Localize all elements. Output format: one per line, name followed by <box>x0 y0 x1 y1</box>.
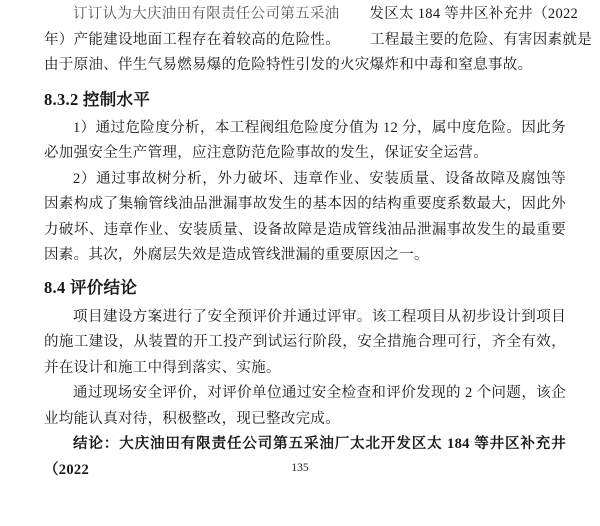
intro-line-2-left: 年）产能建设地面工程存在着较高的危险性。 <box>44 31 340 48</box>
page-number: 135 <box>291 462 309 474</box>
intro-line-1-right: 发区太 184 等井区补充井（2022 <box>369 6 579 22</box>
intro-paragraph <box>44 2 592 79</box>
intro-line-1-left: 订订认为大庆油田有限责任公司第五采油 <box>73 6 340 22</box>
control-level-para-1: 1）通过危险度分析，本工程阀组危险度分值为 12 分，属中度危险。因此务必加强安全生产管理，应注意防范危险事故的发生，保证安全运营。 <box>44 119 566 161</box>
conclusion-line: 结论：大庆油田有限责任公司第五采油厂太北开发区太 184 等井区补充井（2022 <box>44 436 566 478</box>
section-heading-84: 8.4 评价结论 <box>44 277 138 297</box>
intro-line-1 <box>44 2 579 28</box>
evaluation-conclusion-para-2: 通过现场安全评价，对评价单位通过安全检查和评价发现的 2 个问题，该企业均能认真对待，积极整改，现已整改完成。 <box>44 385 566 427</box>
intro-line-2-right: 工程最主要的危险、有害因素就是 <box>370 31 592 48</box>
faded-gap-1 <box>339 2 369 28</box>
control-level-para-2: 2）通过事故树分析，外力破坏、违章作业、安装质量、设备故障及腐蚀等因素构成了集输管线油品泄漏事故发生的基本因的结构重要度系数最大，因此外力破坏、违章作业、安装质量、设备故障是造成管线油品泄漏事故发生的最重要因素。其次，外腐层失效是造成管线泄漏的重要原因之一。 <box>44 170 566 263</box>
section-heading-832: 8.3.2 控制水平 <box>44 89 151 109</box>
faded-gap-2 <box>340 28 370 54</box>
intro-line-3: 由于原油、伴生气易燃易爆的危险特性引发的火灾爆炸和中毒和窒息事故。 <box>44 57 533 73</box>
intro-line-2 <box>44 28 592 54</box>
evaluation-conclusion-para-1: 项目建设方案进行了安全预评价并通过评审。该工程项目从初步设计到项目的施工建设，从装置的开工投产到试运行阶段，安全措施合理可行，齐全有效，并在设计和施工中得到落实、实施。 <box>44 308 566 376</box>
text-block <box>44 2 592 483</box>
